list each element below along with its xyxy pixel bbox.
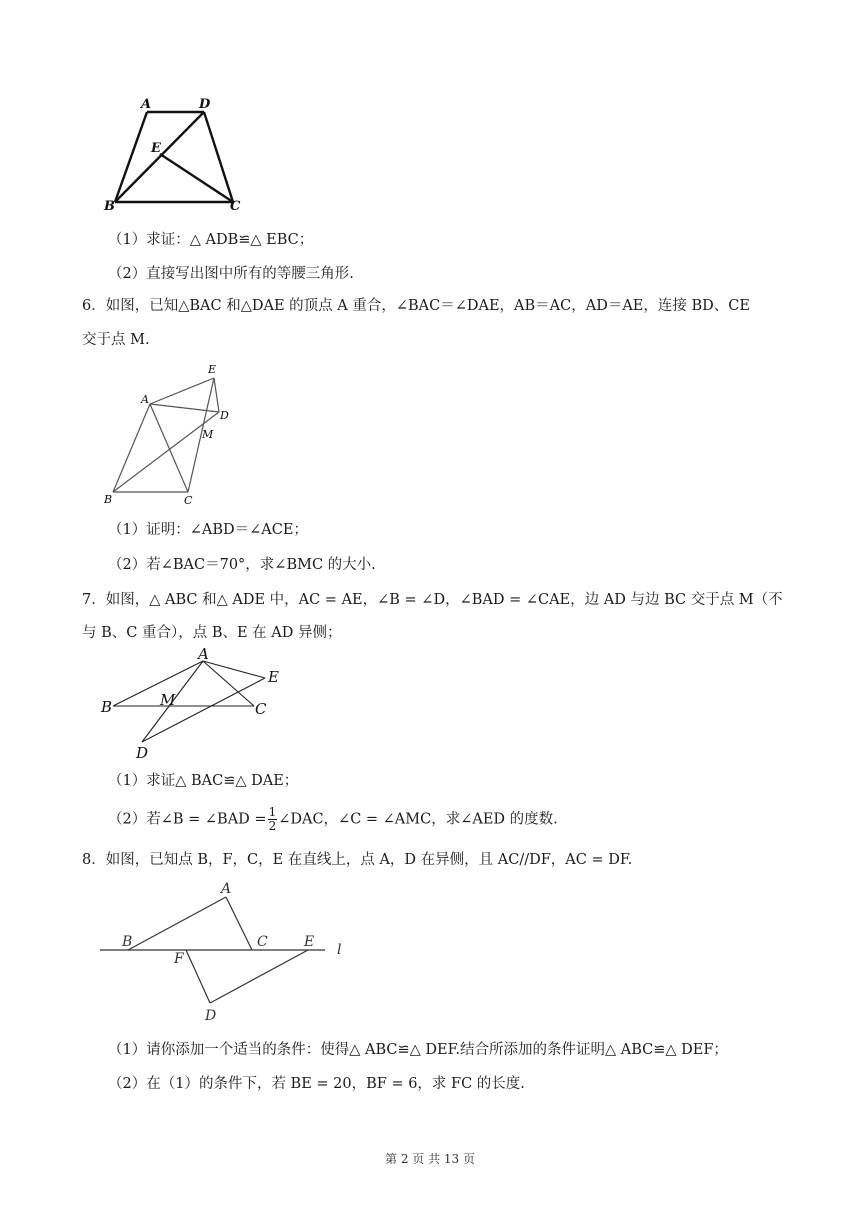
- fig8-seg-ba: [128, 897, 226, 950]
- q5-part-1: （1）求证：△ ADB≌△ EBC；: [108, 232, 314, 248]
- page-footer: 第 2 页 共 13 页: [385, 1152, 475, 1166]
- fig6-label-m: M: [202, 428, 214, 441]
- q6-stem-line-2: 交于点 M.: [82, 332, 150, 348]
- q8-stem-line-1: 8．如图，已知点 B，F，C，E 在直线上，点 A，D 在异侧，且 AC//DF，AC = DF.: [82, 852, 633, 868]
- fig5-label-c: C: [230, 199, 241, 214]
- fig5-label-d: D: [199, 97, 211, 112]
- fig8-seg-ac: [226, 897, 252, 950]
- fig8-label-a: A: [221, 881, 232, 897]
- fig8-label-e: E: [304, 934, 315, 950]
- q6-part-1: （1）证明：∠ABD＝∠ACE；: [108, 522, 308, 538]
- fig8-label-d: D: [205, 1008, 217, 1024]
- fraction-denominator: 2: [268, 819, 277, 833]
- fig8-label-b: B: [122, 934, 133, 950]
- fig6-label-a: A: [141, 393, 149, 406]
- q7-stem-line-1: 7．如图，△ ABC 和△ ADE 中，AC = AE，∠B = ∠D，∠BAD = ∠CAE，边 AD 与边 BC 交于点 M（不: [82, 592, 783, 608]
- q7-stem-line-2: 与 B、C 重合），点 B、E 在 AD 异侧；: [82, 625, 342, 641]
- fig6-label-b: B: [104, 493, 113, 506]
- fig7-label-b: B: [101, 698, 113, 716]
- fig6-label-e: E: [208, 363, 217, 376]
- fig7-label-a: A: [198, 645, 209, 663]
- q6-stem-line-1: 6．如图，已知△BAC 和△DAE 的顶点 A 重合，∠BAC＝∠DAE，AB＝AC，AD＝AE，连接 BD、CE: [82, 298, 750, 314]
- fraction-numerator: 1: [268, 805, 277, 819]
- fig5-label-e: E: [151, 141, 161, 156]
- q5-part-2: （2）直接写出图中所有的等腰三角形.: [108, 266, 354, 282]
- fig5-label-a: A: [141, 97, 152, 112]
- fig6-label-d: D: [220, 409, 229, 422]
- fig7-label-m: M: [160, 691, 176, 709]
- q6-part-2: （2）若∠BAC＝70°，求∠BMC 的大小.: [108, 557, 376, 573]
- fig8-label-l: l: [337, 942, 342, 958]
- fig7-label-d: D: [136, 744, 149, 762]
- q7-part-1: （1）求证△ BAC≌△ DAE；: [108, 773, 299, 789]
- q7-part-2-suffix: ∠DAC，∠C = ∠AMC，求∠AED 的度数.: [278, 811, 558, 828]
- fig6-label-c: C: [184, 494, 193, 507]
- fig8-seg-de: [210, 950, 308, 1003]
- fig7-label-e: E: [268, 668, 279, 686]
- fig7-label-c: C: [255, 700, 267, 718]
- q8-part-1: （1）请你添加一个适当的条件：使得△ ABC≌△ DEF.结合所添加的条件证明△ ABC≌△ DEF；: [108, 1042, 728, 1058]
- fig5-label-b: B: [104, 199, 115, 214]
- q7-part-2-prefix: （2）若∠B = ∠BAD =: [108, 811, 267, 828]
- q8-part-2: （2）在（1）的条件下，若 BE = 20，BF = 6，求 FC 的长度.: [108, 1076, 525, 1092]
- fig8-label-c: C: [257, 934, 268, 950]
- fig8-seg-fd: [186, 950, 210, 1003]
- fig8-label-f: F: [174, 951, 184, 967]
